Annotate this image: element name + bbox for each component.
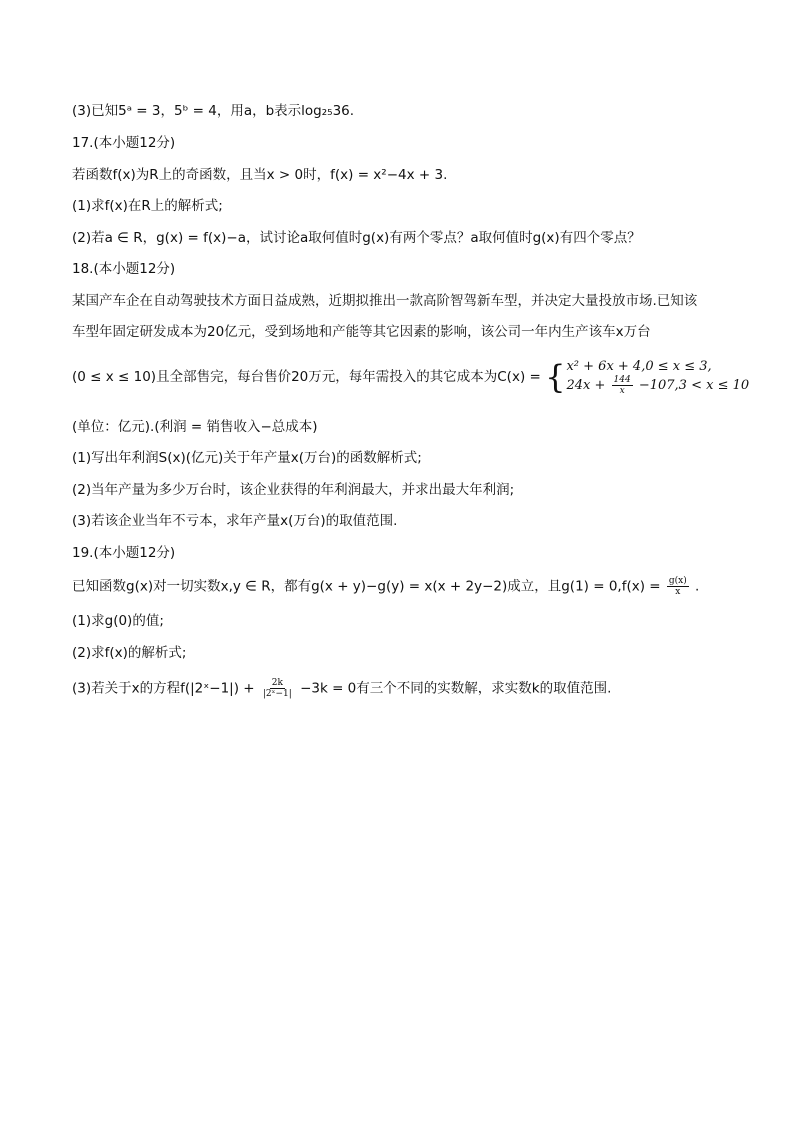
q19-part3 [72, 678, 611, 699]
q17-part1-text: (1)求f(x)在R上的解析式; [72, 198, 223, 214]
case-2-numerator: 144 [613, 375, 631, 385]
q19-heading [72, 544, 175, 562]
q19-stem-text: 已知函数g(x)对一切实数x,y ∈ R，都有g(x + y)−g(y) = x(x + 2y−2)成立，且g(1) = 0,f(x) = [72, 578, 661, 595]
q19-part2-text: (2)求f(x)的解析式; [72, 645, 187, 661]
q17-part2 [72, 229, 641, 247]
q18-stem-line1-text: 某国产车企在自动驾驶技术方面日益成熟，近期拟推出一款高阶智驾新车型，并决定大量投放市场.已知该 [72, 293, 698, 309]
q17-heading [72, 134, 175, 152]
q18-unit-note-text: (单位：亿元).(利润 = 销售收入−总成本) [72, 419, 318, 435]
case-2 [566, 375, 749, 396]
q19-part3-left: (3)若关于x的方程f(|2ˣ−1|) + [72, 680, 255, 697]
q19-stem-numerator: g(x) [668, 576, 687, 586]
q18-part3-text: (3)若该企业当年不亏本，求年产量x(万台)的取值范围. [72, 513, 398, 529]
q19-part1-text: (1)求g(0)的值; [72, 613, 164, 629]
case-2-denominator: x [619, 386, 625, 396]
case-2-left: 24x + [566, 378, 606, 393]
q18-part2-text: (2)当年产量为多少万台时，该企业获得的年利润最大，并求出最大年利润; [72, 482, 515, 498]
case-2-fraction [612, 375, 633, 396]
q19-part3-numerator: 2k [271, 678, 283, 688]
q18-heading-text: 18.(本小题12分) [72, 261, 176, 277]
q18-unit-note [72, 418, 318, 436]
q18-stem-line1 [72, 292, 697, 310]
q17-part1 [72, 197, 223, 215]
q19-stem-period: . [695, 578, 700, 595]
q19-part1 [72, 612, 164, 630]
q19-stem-denominator: x [675, 587, 681, 597]
case-2-right: −107,3 < x ≤ 10 [638, 378, 750, 393]
q19-part3-fraction [261, 678, 294, 699]
q18-part1 [72, 449, 422, 467]
q18-part3 [72, 512, 397, 530]
piecewise-cases [566, 358, 749, 396]
q19-stem-fraction [667, 576, 689, 597]
q19-part3-denominator: |2ˣ−1| [262, 689, 292, 699]
case-1: x² + 6x + 4,0 ≤ x ≤ 3, [566, 359, 712, 374]
q17-part2-text: (2)若a ∈ R，g(x) = f(x)−a，试讨论a取何值时g(x)有两个零点？a取何值时g(x)有四个零点？ [72, 230, 641, 246]
q18-stem-line3-text: (0 ≤ x ≤ 10)且全部售完，每台售价20万元，每年需投入的其它成本为C(x) = [72, 369, 541, 385]
q18-stem-line2-text: 车型年固定研发成本为20亿元，受到场地和产能等其它因素的影响，该公司一年内生产该车x万台 [72, 324, 651, 340]
q18-stem-line3 [72, 358, 749, 396]
q19-stem [72, 576, 699, 597]
piecewise-function [545, 358, 749, 396]
q17-stem-text: 若函数f(x)为R上的奇函数，且当x > 0时，f(x) = x²−4x + 3. [72, 167, 448, 183]
q17-heading-text: 17.(本小题12分) [72, 135, 176, 151]
q16-part3 [72, 102, 354, 120]
q16-part3-text: (3)已知5ᵃ = 3，5ᵇ = 4，用a，b表示log₂₅36. [72, 103, 355, 119]
brace-symbol: { [545, 358, 566, 396]
q19-heading-text: 19.(本小题12分) [72, 545, 176, 561]
q17-stem [72, 166, 447, 184]
q19-part2 [72, 644, 186, 662]
q18-part2 [72, 481, 514, 499]
q18-stem-line2 [72, 323, 651, 341]
q18-heading [72, 260, 175, 278]
q18-part1-text: (1)写出年利润S(x)(亿元)关于年产量x(万台)的函数解析式; [72, 450, 422, 466]
q19-part3-right: −3k = 0有三个不同的实数解，求实数k的取值范围. [300, 680, 612, 697]
